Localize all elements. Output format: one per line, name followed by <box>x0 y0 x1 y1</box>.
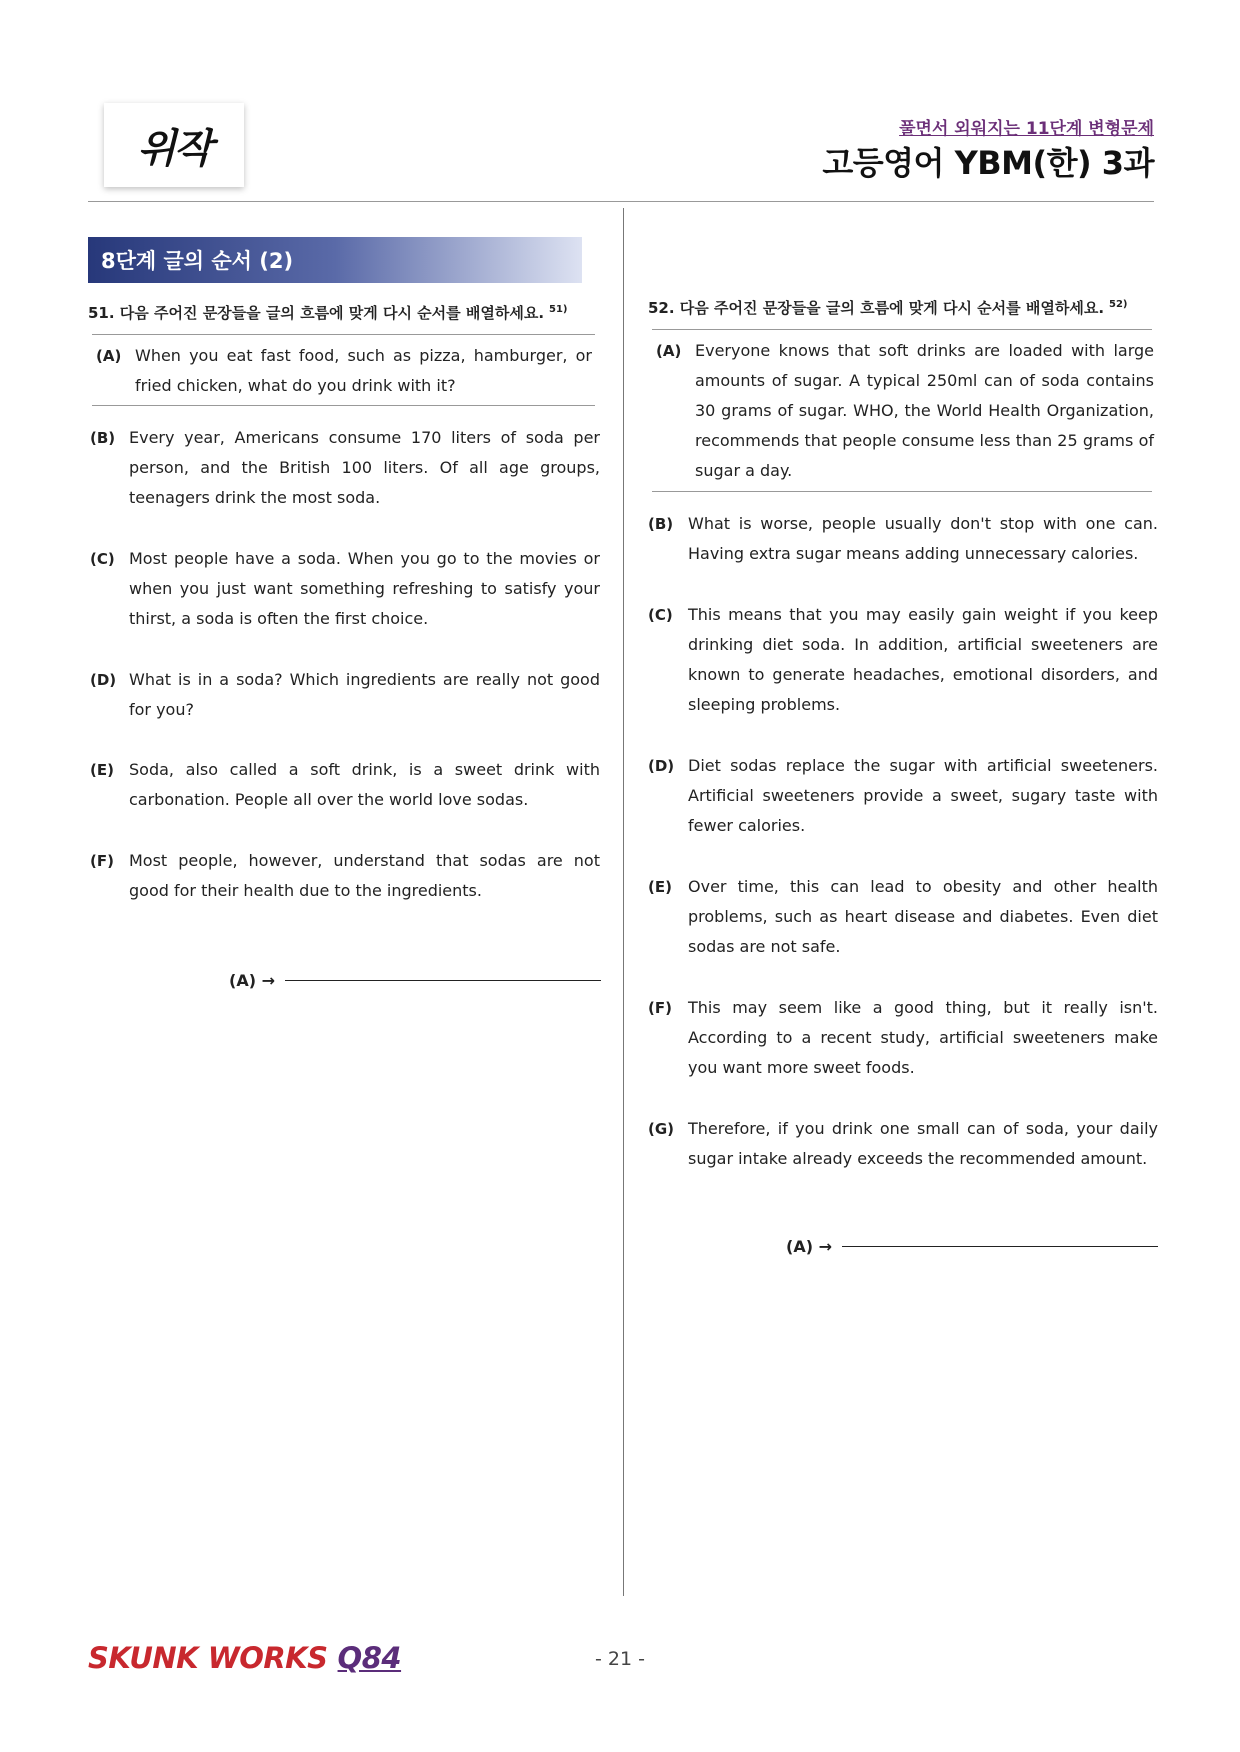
item-text: This means that you may easily gain weight if you keep drinking diet soda. In addition, artificial sweeteners are known to generate headaches, emotional disorders, and sleeping problems. <box>688 605 1158 714</box>
section-title: 8단계 글의 순서 (2) <box>101 249 294 273</box>
item-label: (C) <box>90 550 115 568</box>
item-text: Every year, Americans consume 170 liters of soda per person, and the British 100 liters. Of all age groups, teenagers drink the most soda. <box>129 428 600 507</box>
item-label: (C) <box>648 606 673 624</box>
item-label: (A) <box>96 347 122 365</box>
answer-blank-51[interactable] <box>285 980 601 981</box>
item-text: Diet sodas replace the sugar with artificial sweeteners. Artificial sweeteners provide a sweet, sugary taste with fewer calories. <box>688 756 1158 835</box>
given-sentence-51 <box>96 341 592 401</box>
item-text: Everyone knows that soft drinks are loaded with large amounts of sugar. A typical 250ml can of soda contains 30 grams of sugar. WHO, the World Health Organization, recommends that people consume less than 25 grams of sugar a day. <box>695 341 1154 480</box>
item-52-b <box>648 509 1158 569</box>
answer-label: (A) → <box>786 1237 832 1256</box>
item-text: This may seem like a good thing, but it really isn't. According to a recent study, artificial sweeteners make you want more sweet foods. <box>688 998 1158 1077</box>
item-52-f <box>648 993 1158 1083</box>
item-label: (F) <box>90 852 114 870</box>
item-text: What is in a soda? Which ingredients are really not good for you? <box>129 670 600 719</box>
item-51-f <box>90 846 600 906</box>
page-title: 고등영어 YBM(한) 3과 <box>822 144 1154 182</box>
item-label: (B) <box>648 515 674 533</box>
item-text: Over time, this can lead to obesity and other health problems, such as heart disease and diabetes. Even diet sodas are not safe. <box>688 877 1158 956</box>
item-text: When you eat fast food, such as pizza, hamburger, or fried chicken, what do you drink with it? <box>135 346 592 395</box>
item-label: (G) <box>648 1120 675 1138</box>
item-text: Therefore, if you drink one small can of soda, your daily sugar intake already exceeds the recommended amount. <box>688 1119 1158 1168</box>
item-text: Most people have a soda. When you go to the movies or when you just want something refreshing to satisfy your thirst, a soda is often the first choice. <box>129 549 600 628</box>
item-51-b <box>90 423 600 513</box>
brand-code: Q84 <box>337 1641 402 1675</box>
given-sentence-52 <box>656 336 1154 486</box>
item-51-e <box>90 755 600 815</box>
item-label: (F) <box>648 999 672 1017</box>
item-51-d <box>90 665 600 725</box>
brand-name: SKUNK WORKS <box>88 1641 328 1675</box>
question-51-title: 51. 다음 주어진 문장들을 글의 흐름에 맞게 다시 순서를 배열하세요. $^{51)}$ <box>88 304 568 322</box>
section-banner <box>88 237 582 283</box>
item-label: (E) <box>648 878 672 896</box>
item-52-g <box>648 1114 1158 1174</box>
footnote-52: 52) <box>1109 299 1128 310</box>
answer-blank-52[interactable] <box>842 1246 1158 1247</box>
page-number: - 21 - <box>595 1648 645 1670</box>
answer-row-51 <box>229 971 601 990</box>
answer-label: (A) → <box>229 971 275 990</box>
column-divider <box>623 208 624 1596</box>
item-52-e <box>648 872 1158 962</box>
item-51-c <box>90 544 600 634</box>
item-52-d <box>648 751 1158 841</box>
item-text: Soda, also called a soft drink, is a sweet drink with carbonation. People all over the world love sodas. <box>129 760 600 809</box>
item-text: Most people, however, understand that sodas are not good for their health due to the ingredients. <box>129 851 600 900</box>
item-label: (D) <box>648 757 675 775</box>
item-52-c <box>648 600 1158 720</box>
answer-row-52 <box>786 1237 1158 1256</box>
header-divider <box>88 201 1154 202</box>
question-52-title: 52. 다음 주어진 문장들을 글의 흐름에 맞게 다시 순서를 배열하세요. $^{52)}$ <box>648 299 1128 317</box>
logo: 위작 <box>104 103 244 187</box>
item-label: (E) <box>90 761 114 779</box>
item-label: (B) <box>90 429 116 447</box>
series-subtitle: 풀면서 외워지는 11단계 변형문제 <box>899 119 1154 139</box>
item-text: What is worse, people usually don't stop with one can. Having extra sugar means adding unnecessary calories. <box>688 514 1158 563</box>
item-label: (A) <box>656 342 682 360</box>
footnote-51: 51) <box>549 304 568 315</box>
item-label: (D) <box>90 671 117 689</box>
